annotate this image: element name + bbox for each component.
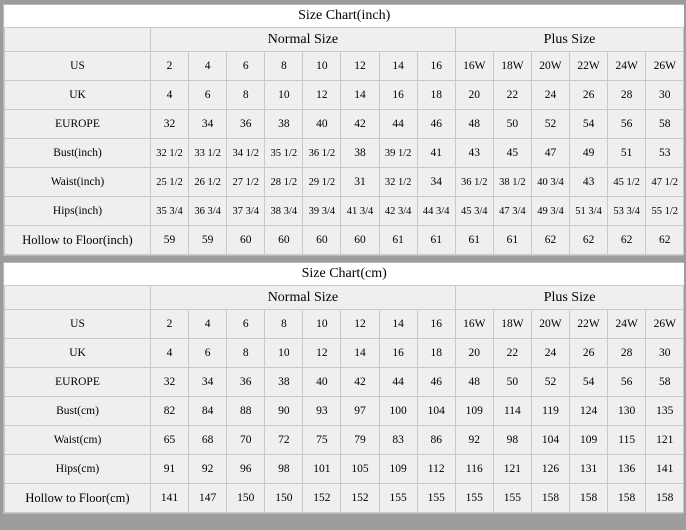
table-cell: 152 xyxy=(303,484,341,513)
table-cell: 16 xyxy=(379,339,417,368)
table-cell: 16 xyxy=(417,52,455,81)
table-cell: 116 xyxy=(455,455,493,484)
table-cell: 48 xyxy=(455,110,493,139)
table-cell: 46 xyxy=(417,110,455,139)
table-cell: 35 1/2 xyxy=(265,139,303,168)
table-cell: 90 xyxy=(265,397,303,426)
table-cell: 59 xyxy=(151,226,189,255)
table-cell: 88 xyxy=(227,397,265,426)
table-cell: 6 xyxy=(189,339,227,368)
table-cell: 150 xyxy=(227,484,265,513)
table-cell: 54 xyxy=(570,368,608,397)
table-cell: 61 xyxy=(379,226,417,255)
row-label: US xyxy=(5,310,151,339)
table-row xyxy=(5,339,684,368)
table-cell: 55 1/2 xyxy=(646,197,684,226)
row-label: UK xyxy=(5,339,151,368)
table-cell: 36 1/2 xyxy=(455,168,493,197)
table-cell: 24W xyxy=(608,310,646,339)
table-cell: 26W xyxy=(646,52,684,81)
table-cell: 18 xyxy=(417,339,455,368)
table-cell: 130 xyxy=(608,397,646,426)
size-chart-cm xyxy=(3,262,683,514)
row-label: EUROPE xyxy=(5,110,151,139)
table-cell: 28 1/2 xyxy=(265,168,303,197)
table-cell: 4 xyxy=(189,310,227,339)
table-cell: 38 xyxy=(341,139,379,168)
table-cell: 60 xyxy=(303,226,341,255)
table-cell: 121 xyxy=(646,426,684,455)
table-cell: 61 xyxy=(417,226,455,255)
table-cell: 16 xyxy=(379,81,417,110)
table-cell: 6 xyxy=(189,81,227,110)
table-cell: 18 xyxy=(417,81,455,110)
table-cell: 45 xyxy=(493,139,531,168)
table-cell: 136 xyxy=(608,455,646,484)
table-cell: 12 xyxy=(341,52,379,81)
table-cell: 58 xyxy=(646,368,684,397)
table-row xyxy=(5,368,684,397)
table-cell: 39 1/2 xyxy=(379,139,417,168)
table-cell: 119 xyxy=(531,397,569,426)
table-cell: 96 xyxy=(227,455,265,484)
table-cell: 84 xyxy=(189,397,227,426)
table-cell: 20W xyxy=(531,52,569,81)
table-cell: 58 xyxy=(646,110,684,139)
table-row xyxy=(5,81,684,110)
size-chart-inch-body xyxy=(5,5,684,255)
chart-title: Size Chart(cm) xyxy=(5,263,684,286)
table-cell: 38 3/4 xyxy=(265,197,303,226)
table-cell: 10 xyxy=(303,310,341,339)
table-cell: 43 xyxy=(455,139,493,168)
table-cell: 40 3/4 xyxy=(531,168,569,197)
table-cell: 8 xyxy=(265,310,303,339)
table-cell: 53 3/4 xyxy=(608,197,646,226)
table-cell: 52 xyxy=(531,110,569,139)
table-row xyxy=(5,168,684,197)
table-cell: 8 xyxy=(227,339,265,368)
table-cell: 60 xyxy=(341,226,379,255)
table-cell: 79 xyxy=(341,426,379,455)
table-cell: 14 xyxy=(379,310,417,339)
table-cell: 4 xyxy=(151,339,189,368)
table-cell: 6 xyxy=(227,52,265,81)
table-cell: 10 xyxy=(265,339,303,368)
table-cell: 56 xyxy=(608,110,646,139)
row-label: EUROPE xyxy=(5,368,151,397)
table-cell: 131 xyxy=(570,455,608,484)
table-cell: 28 xyxy=(608,81,646,110)
table-row xyxy=(5,52,684,81)
table-cell: 26 1/2 xyxy=(189,168,227,197)
table-cell: 36 xyxy=(227,110,265,139)
table-cell: 155 xyxy=(417,484,455,513)
row-label: Waist(inch) xyxy=(5,168,151,197)
table-cell: 27 1/2 xyxy=(227,168,265,197)
table-cell: 41 xyxy=(417,139,455,168)
table-cell: 26 xyxy=(570,81,608,110)
table-cell: 36 1/2 xyxy=(303,139,341,168)
table-cell: 42 xyxy=(341,110,379,139)
table-cell: 152 xyxy=(341,484,379,513)
table-cell: 6 xyxy=(227,310,265,339)
table-cell: 158 xyxy=(646,484,684,513)
table-cell: 10 xyxy=(265,81,303,110)
table-cell: 45 3/4 xyxy=(455,197,493,226)
table-cell: 68 xyxy=(189,426,227,455)
table-cell: 147 xyxy=(189,484,227,513)
table-cell: 158 xyxy=(608,484,646,513)
table-row xyxy=(5,139,684,168)
table-cell: 8 xyxy=(227,81,265,110)
table-cell: 12 xyxy=(341,310,379,339)
table-cell: 49 xyxy=(570,139,608,168)
group-header-cell: Plus Size xyxy=(455,286,684,310)
table-cell: 18W xyxy=(493,310,531,339)
table-cell: 12 xyxy=(303,81,341,110)
row-label: Hollow to Floor(cm) xyxy=(5,484,151,513)
table-cell: 4 xyxy=(189,52,227,81)
table-cell: 34 xyxy=(189,368,227,397)
table-cell: 31 xyxy=(341,168,379,197)
table-cell: 92 xyxy=(189,455,227,484)
table-cell: 22W xyxy=(570,310,608,339)
row-label: Hips(inch) xyxy=(5,197,151,226)
table-cell: 141 xyxy=(151,484,189,513)
table-cell: 48 xyxy=(455,368,493,397)
table-cell: 4 xyxy=(151,81,189,110)
table-cell: 98 xyxy=(493,426,531,455)
table-cell: 135 xyxy=(646,397,684,426)
table-row xyxy=(5,426,684,455)
table-cell: 92 xyxy=(455,426,493,455)
table-cell: 60 xyxy=(265,226,303,255)
table-cell: 86 xyxy=(417,426,455,455)
table-cell: 50 xyxy=(493,368,531,397)
table-cell: 30 xyxy=(646,339,684,368)
group-header-cell: Normal Size xyxy=(151,28,456,52)
table-cell: 62 xyxy=(531,226,569,255)
table-cell: 72 xyxy=(265,426,303,455)
table-cell: 34 xyxy=(189,110,227,139)
table-cell: 155 xyxy=(379,484,417,513)
table-cell: 2 xyxy=(151,310,189,339)
table-cell: 34 xyxy=(417,168,455,197)
table-cell: 20 xyxy=(455,81,493,110)
chart-title-row xyxy=(5,5,684,28)
table-cell: 16W xyxy=(455,310,493,339)
table-cell: 104 xyxy=(417,397,455,426)
table-cell: 36 3/4 xyxy=(189,197,227,226)
table-cell: 47 1/2 xyxy=(646,168,684,197)
table-cell: 109 xyxy=(379,455,417,484)
table-cell: 12 xyxy=(303,339,341,368)
table-cell: 91 xyxy=(151,455,189,484)
table-cell: 115 xyxy=(608,426,646,455)
table-cell: 2 xyxy=(151,52,189,81)
table-cell: 10 xyxy=(303,52,341,81)
table-cell: 32 1/2 xyxy=(151,139,189,168)
size-chart-inch xyxy=(3,4,683,256)
table-cell: 62 xyxy=(570,226,608,255)
table-cell: 126 xyxy=(531,455,569,484)
table-cell: 24 xyxy=(531,339,569,368)
table-cell: 26 xyxy=(570,339,608,368)
table-cell: 155 xyxy=(493,484,531,513)
table-row xyxy=(5,455,684,484)
size-chart-inch-table xyxy=(4,5,684,255)
table-cell: 62 xyxy=(608,226,646,255)
table-cell: 52 xyxy=(531,368,569,397)
table-cell: 24 xyxy=(531,81,569,110)
chart-title-row xyxy=(5,263,684,286)
table-cell: 112 xyxy=(417,455,455,484)
table-cell: 29 1/2 xyxy=(303,168,341,197)
table-cell: 109 xyxy=(570,426,608,455)
table-cell: 70 xyxy=(227,426,265,455)
table-cell: 46 xyxy=(417,368,455,397)
table-cell: 75 xyxy=(303,426,341,455)
table-cell: 121 xyxy=(493,455,531,484)
row-label: Hollow to Floor(inch) xyxy=(5,226,151,255)
table-cell: 25 1/2 xyxy=(151,168,189,197)
table-cell: 44 xyxy=(379,368,417,397)
table-cell: 40 xyxy=(303,368,341,397)
table-row xyxy=(5,484,684,513)
table-cell: 44 xyxy=(379,110,417,139)
table-cell: 104 xyxy=(531,426,569,455)
chart-title: Size Chart(inch) xyxy=(5,5,684,28)
row-label: Bust(cm) xyxy=(5,397,151,426)
table-cell: 8 xyxy=(265,52,303,81)
table-cell: 43 xyxy=(570,168,608,197)
table-cell: 158 xyxy=(570,484,608,513)
header-corner-cell xyxy=(5,28,151,52)
size-chart-cm-body xyxy=(5,263,684,513)
row-label: Waist(cm) xyxy=(5,426,151,455)
table-cell: 22W xyxy=(570,52,608,81)
table-cell: 38 xyxy=(265,110,303,139)
table-cell: 82 xyxy=(151,397,189,426)
table-cell: 44 3/4 xyxy=(417,197,455,226)
table-cell: 34 1/2 xyxy=(227,139,265,168)
row-label: US xyxy=(5,52,151,81)
table-cell: 16 xyxy=(417,310,455,339)
table-cell: 150 xyxy=(265,484,303,513)
table-cell: 98 xyxy=(265,455,303,484)
table-cell: 38 1/2 xyxy=(493,168,531,197)
table-row xyxy=(5,397,684,426)
table-cell: 22 xyxy=(493,339,531,368)
table-cell: 65 xyxy=(151,426,189,455)
table-cell: 22 xyxy=(493,81,531,110)
group-header-row xyxy=(5,286,684,310)
table-cell: 32 xyxy=(151,110,189,139)
table-row xyxy=(5,197,684,226)
group-header-cell: Plus Size xyxy=(455,28,684,52)
table-cell: 42 3/4 xyxy=(379,197,417,226)
table-cell: 20 xyxy=(455,339,493,368)
table-cell: 39 3/4 xyxy=(303,197,341,226)
table-cell: 158 xyxy=(531,484,569,513)
table-cell: 32 1/2 xyxy=(379,168,417,197)
table-cell: 61 xyxy=(455,226,493,255)
table-cell: 32 xyxy=(151,368,189,397)
table-cell: 14 xyxy=(341,81,379,110)
table-cell: 114 xyxy=(493,397,531,426)
table-cell: 42 xyxy=(341,368,379,397)
table-cell: 61 xyxy=(493,226,531,255)
table-cell: 20W xyxy=(531,310,569,339)
table-cell: 16W xyxy=(455,52,493,81)
table-cell: 45 1/2 xyxy=(608,168,646,197)
table-cell: 24W xyxy=(608,52,646,81)
table-cell: 54 xyxy=(570,110,608,139)
table-cell: 28 xyxy=(608,339,646,368)
table-cell: 59 xyxy=(189,226,227,255)
table-cell: 109 xyxy=(455,397,493,426)
group-header-row xyxy=(5,28,684,52)
table-cell: 49 3/4 xyxy=(531,197,569,226)
table-cell: 38 xyxy=(265,368,303,397)
table-cell: 37 3/4 xyxy=(227,197,265,226)
row-label: UK xyxy=(5,81,151,110)
table-cell: 62 xyxy=(646,226,684,255)
table-cell: 105 xyxy=(341,455,379,484)
table-cell: 141 xyxy=(646,455,684,484)
table-cell: 83 xyxy=(379,426,417,455)
table-cell: 97 xyxy=(341,397,379,426)
row-label: Hips(cm) xyxy=(5,455,151,484)
table-cell: 124 xyxy=(570,397,608,426)
table-cell: 41 3/4 xyxy=(341,197,379,226)
table-cell: 53 xyxy=(646,139,684,168)
table-cell: 155 xyxy=(455,484,493,513)
table-cell: 47 3/4 xyxy=(493,197,531,226)
header-corner-cell xyxy=(5,286,151,310)
row-label: Bust(inch) xyxy=(5,139,151,168)
table-cell: 36 xyxy=(227,368,265,397)
table-cell: 35 3/4 xyxy=(151,197,189,226)
table-cell: 18W xyxy=(493,52,531,81)
table-cell: 47 xyxy=(531,139,569,168)
table-cell: 100 xyxy=(379,397,417,426)
table-cell: 60 xyxy=(227,226,265,255)
table-cell: 14 xyxy=(341,339,379,368)
table-cell: 101 xyxy=(303,455,341,484)
group-header-cell: Normal Size xyxy=(151,286,456,310)
table-cell: 51 xyxy=(608,139,646,168)
table-row xyxy=(5,110,684,139)
table-row xyxy=(5,226,684,255)
size-chart-cm-table xyxy=(4,263,684,513)
table-cell: 26W xyxy=(646,310,684,339)
table-cell: 40 xyxy=(303,110,341,139)
table-row xyxy=(5,310,684,339)
table-cell: 14 xyxy=(379,52,417,81)
table-cell: 50 xyxy=(493,110,531,139)
table-cell: 93 xyxy=(303,397,341,426)
table-cell: 33 1/2 xyxy=(189,139,227,168)
table-cell: 56 xyxy=(608,368,646,397)
table-cell: 30 xyxy=(646,81,684,110)
table-cell: 51 3/4 xyxy=(570,197,608,226)
